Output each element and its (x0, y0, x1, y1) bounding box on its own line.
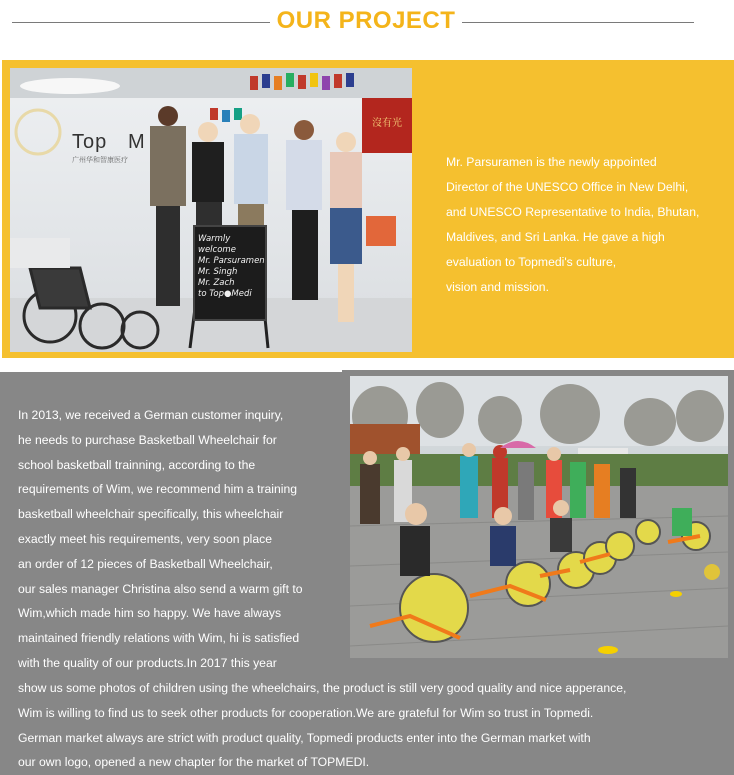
page-title: OUR PROJECT (276, 7, 456, 34)
topmedi-wall-logo: Top (72, 131, 108, 153)
description-line: Mr. Parsuramen is the newly appointed (446, 155, 657, 169)
story-line: he needs to purchase Basketball Wheelchair for (18, 432, 277, 447)
description-line: vision and mission. (446, 280, 549, 294)
unesco-visit-photo (10, 68, 412, 352)
description-line: Maldives, and Sri Lanka. He gave a high (446, 230, 665, 244)
unesco-visit-illustration (10, 68, 412, 352)
description-line: Director of the UNESCO Office in New Delhi, (446, 180, 689, 194)
basketball-wheelchair-photo (350, 376, 728, 658)
section-header (0, 0, 734, 48)
german-customer-story-continued (18, 676, 724, 775)
header-divider-right (462, 22, 694, 23)
topmedi-wall-logo-m: M (128, 131, 145, 153)
story-line: German market always are strict with product quality, Topmedi products enter into the German market with (18, 730, 591, 745)
description-line: and UNESCO Representative to India, Bhutan, (446, 205, 700, 219)
story-line: Wim,which made him so happy. We have always (18, 606, 282, 621)
story-line: basketball wheelchair specifically, this wheelchair (18, 507, 284, 522)
story-line: our own logo, opened a new chapter for the market of TOPMEDI. (18, 755, 370, 770)
story-line: with the quality of our products.In 2017 this year (18, 655, 277, 670)
topmedi-wall-subtitle: 广州华和智康医疗 (72, 156, 128, 164)
banner-text: 沒有光 (372, 118, 402, 129)
welcome-sign-text: Warmly welcome Mr. Parsuramen Mr. Singh Mr. Zach to Top●Medi (198, 234, 265, 299)
header-divider-left (12, 22, 270, 23)
story-line: our sales manager Christina also send a warm gift to (18, 581, 303, 596)
story-line: an order of 12 pieces of Basketball Wheelchair, (18, 556, 273, 571)
unesco-description (446, 150, 728, 300)
german-customer-story (18, 403, 348, 676)
story-line: requirements of Wim, we recommend him a training (18, 482, 298, 497)
description-line: evaluation to Topmedi's culture, (446, 255, 617, 269)
story-line: school basketball trainning, according to the (18, 457, 256, 472)
story-line: maintained friendly relations with Wim, hi is satisfied (18, 631, 300, 646)
basketball-wheelchair-illustration (350, 376, 728, 658)
story-line: show us some photos of children using the wheelchairs, the product is still very good quality and nice apperance, (18, 681, 627, 695)
story-line: exactly meet his requirements, very soon place (18, 531, 273, 546)
story-line: In 2013, we received a German customer inquiry, (18, 408, 284, 422)
story-line: Wim is willing to find us to seek other products for cooperation.We are grateful for Wim so trust in Topmedi. (18, 705, 594, 720)
